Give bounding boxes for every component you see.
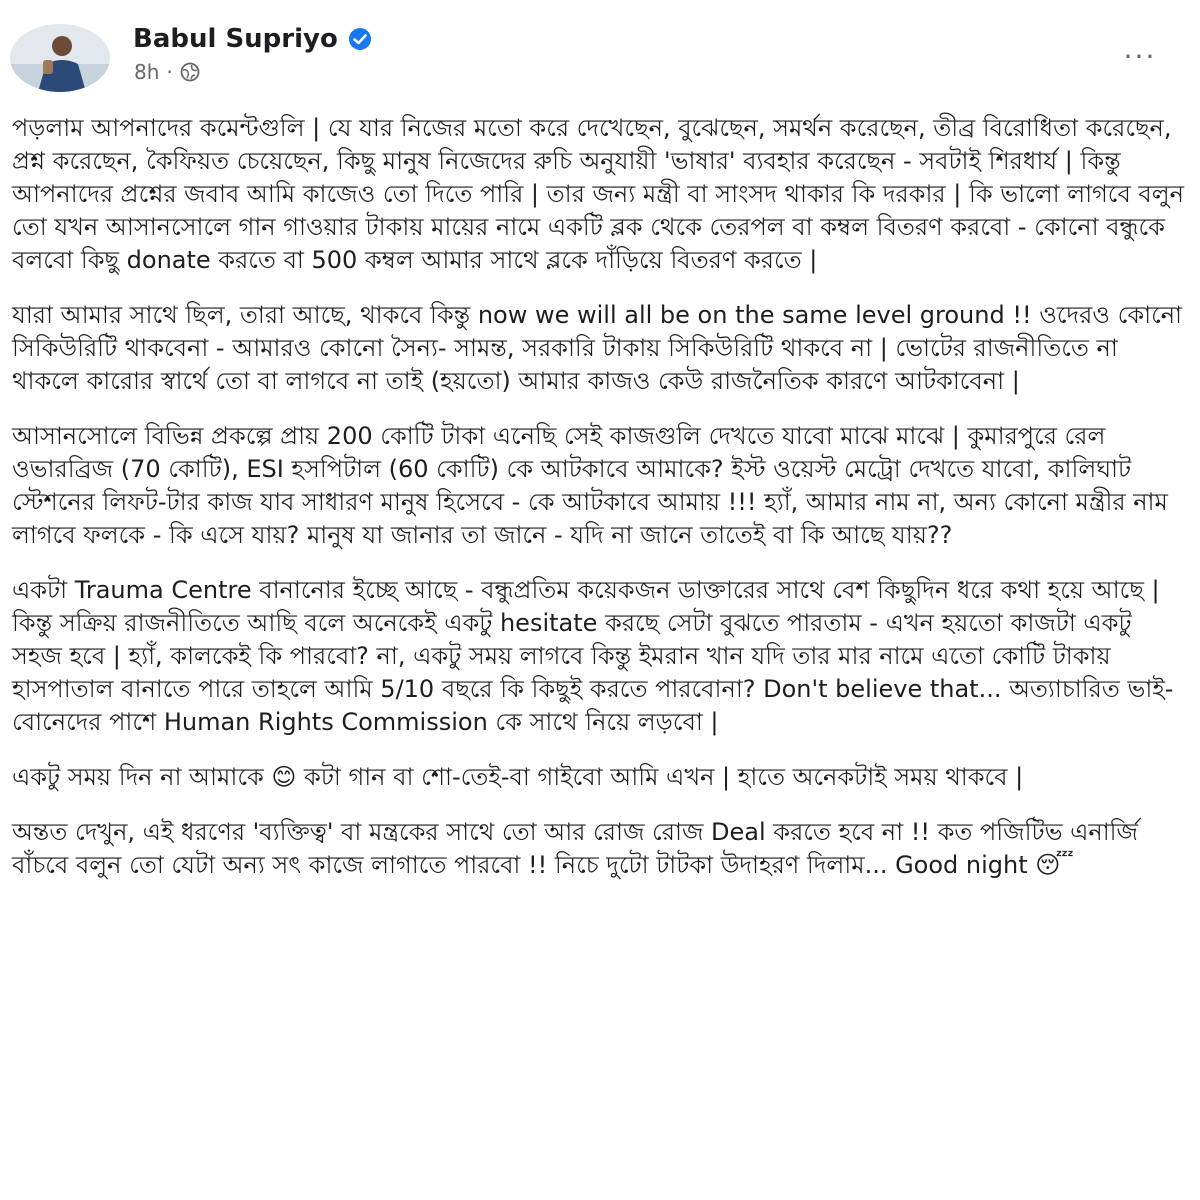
post-meta: [134, 60, 200, 84]
more-options-icon[interactable]: ···: [1123, 39, 1157, 73]
avatar-photo: [10, 24, 110, 92]
verified-badge-icon: [348, 27, 372, 51]
post-paragraph-4: একটা Trauma Centre বানানোর ইচ্ছে আছে - বন্ধুপ্রতিম কয়েকজন ডাক্তারের সাথে বেশ কিছুদিন ধরে কথা হয়ে আছে | কিন্তু সক্রিয় রাজনীতিতে আছি বলে অনেকেই একটু hesitate করছে সেটা বুঝতে পারতাম - এখন হয়তো কাজটা একটু সহজ হবে | হ্যাঁ, কালকেই কি পারবো? না, একটু সময় লাগবে কিন্তু ইমরান খান যদি তার মার নামে এতো কোটি টাকায় হাসপাতাল বানাতে পারে তাহলে আমি 5/10 বছরে কি কিছুই করতে পারবোনা? Don't believe that... অত্যাচারিত ভাই-বোনেদের পাশে Human Rights Commission কে সাথে নিয়ে লড়বো |: [12, 576, 1174, 736]
post-paragraph-6: অন্তত দেখুন, এই ধরণের 'ব্যক্তিত্ব' বা মন্ত্রকের সাথে তো আর রোজ রোজ Deal করতে হবে না !! কত পজিটিভ এনার্জি বাঁচবে বলুন তো যেটা অন্য সৎ কাজে লাগাতে পারবো !! নিচে দুটো টাটকা উদাহরণ দিলাম... Good night 😴: [12, 818, 1138, 879]
post-paragraph-5: একটু সময় দিন না আমাকে 😊 কটা গান বা শো-তেই-বা গাইবো আমি এখন | হাতে অনেকটাই সময় থাকবে |: [12, 763, 1024, 791]
post-paragraph-1: পড়লাম আপনাদের কমেন্টগুলি | যে যার নিজের মতো করে দেখেছেন, বুঝেছেন, সমর্থন করেছেন, তীব্র বিরোধিতা করেছেন, প্রশ্ন করেছেন, কৈফিয়ত চেয়েছেন, কিছু মানুষ নিজেদের রুচি অনুযায়ী 'ভাষার' ব্যবহার করেছেন - সবটাই শিরধার্য | কিন্তু আপনাদের প্রশ্নের জবাব আমি কাজেও তো দিতে পারি | তার জন্য মন্ত্রী বা সাংসদ থাকার কি দরকার | কি ভালো লাগবে বলুন তো যখন আসানসোলে গান গাওয়ার টাকায় মায়ের নামে একটি ব্লক থেকে তেরপল বা কম্বল বিতরণ করবো - কোনো বন্ধুকে বলবো কিছু donate করতে বা 500 কম্বল আমার সাথে ব্লকে দাঁড়িয়ে বিতরণ করতে |: [12, 114, 1184, 274]
post-header: [0, 0, 1200, 110]
post-paragraph-2: যারা আমার সাথে ছিল, তারা আছে, থাকবে কিন্তু now we will all be on the same level ground !! ওদেরও কোনো সিকিউরিটি থাকবেনা - আমারও কোনো সৈন্য- সামন্ত, সরকারি টাকায় সিকিউরিটি থাকবে না | ভোটের রাজনীতিতে না থাকলে কারোর স্বার্থে তো বা লাগবে না তাই (হয়তো) আমার কাজও কেউ রাজনৈতিক কারণে আটকাবেনা |: [12, 301, 1183, 395]
meta-separator: ·: [166, 60, 173, 84]
post-paragraph-3: আসানসোলে বিভিন্ন প্রকল্পে প্রায় 200 কোটি টাকা এনেছি সেই কাজগুলি দেখতে যাবো মাঝে মাঝে | কুমারপুরে রেল ওভারব্রিজ (70 কোটি), ESI হসপিটাল (60 কোটি) কে আটকাবে আমাকে? ইস্ট ওয়েস্ট মেট্রো দেখতে যাবো, কালিঘাট স্টেশনের লিফট-টার কাজ যাব সাধারণ মানুষ হিসেবে - কে আটকাবে আমায় !!! হ্যাঁ, আমার নাম না, অন্য কোনো মন্ত্রীর নাম লাগবে ফলকে - কি এসে যায়? মানুষ যা জানার তা জানে - যদি না জানে তাতেই বা কি আছে যায়??: [12, 422, 1168, 549]
author-name-row: [133, 24, 372, 54]
author-name[interactable]: Babul Supriyo: [133, 24, 338, 54]
globe-icon[interactable]: [180, 62, 200, 82]
post-body: [12, 112, 1188, 904]
post-time[interactable]: 8h: [134, 60, 160, 84]
avatar[interactable]: [10, 24, 110, 92]
